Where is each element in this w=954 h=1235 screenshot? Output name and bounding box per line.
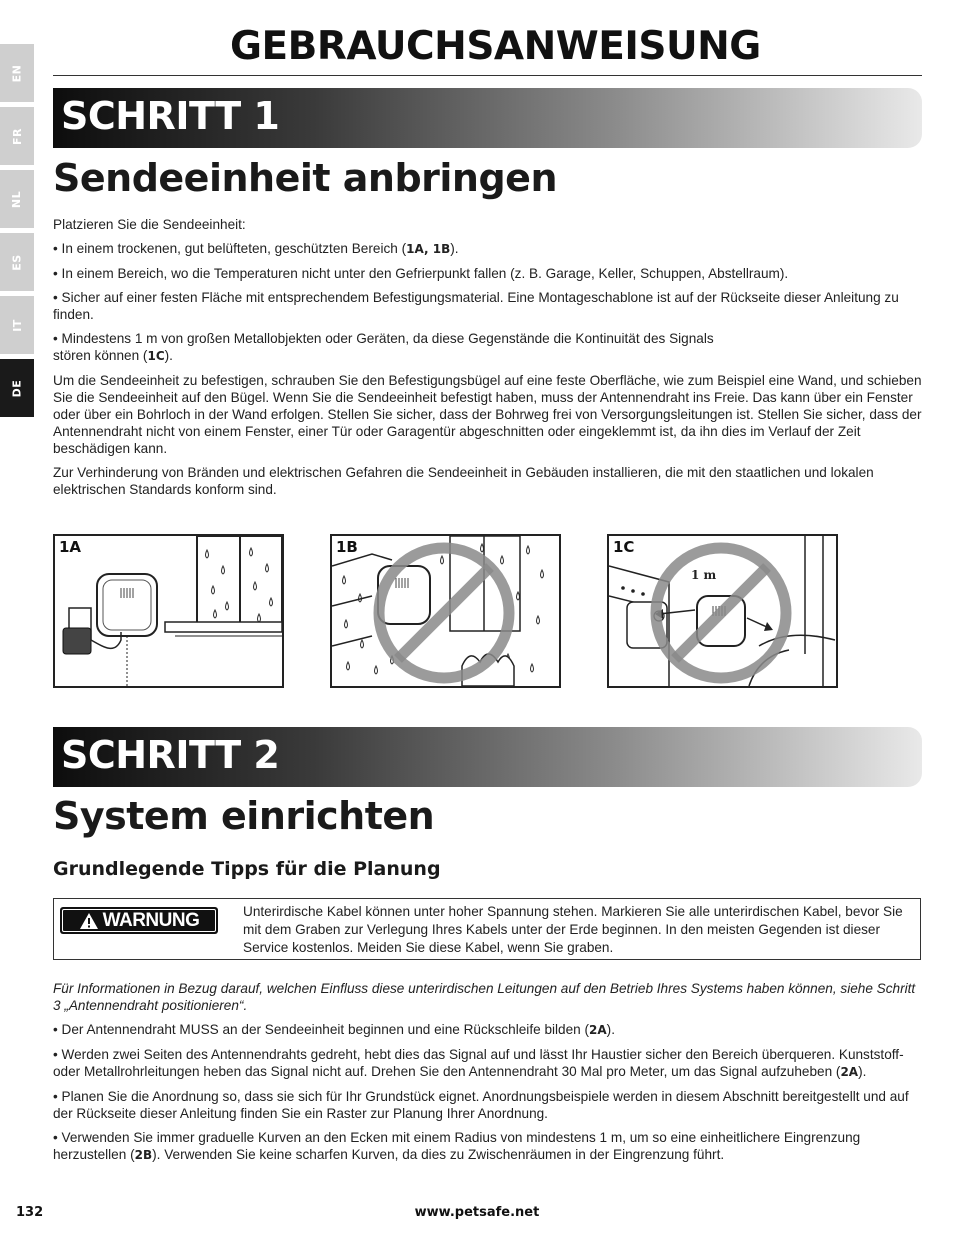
figure-1b-label: 1B [336,538,358,556]
language-tab-fr[interactable]: FR [0,107,34,165]
warning-triangle-icon [79,912,99,930]
step1-bullet-3: • Sicher auf einer festen Fläche mit entsprechendem Befestigungsmaterial. Eine Montageschablone ist auf der Rückseite dieser Anleitung zu finden. [53,290,899,322]
step1-banner-label: SCHRITT 1 [61,94,280,138]
language-tab-it[interactable]: IT [0,296,34,354]
language-tab-en[interactable]: EN [0,44,34,102]
step2-bullet-3: • Planen Sie die Anordnung so, dass sie sich für Ihr Grundstück eignet. Anordnungsbeispiele werden in diesem Abschnitt bereitgestellt und auf der Rückseite dieser Anleitung finden Sie ein Raster zur Planung Ihrer Anordnung. [53,1089,909,1121]
warning-label: WARNUNG [102,909,200,931]
planning-tips-heading: Grundlegende Tipps für die Planung [53,858,441,880]
title-divider [53,75,922,76]
step1-bullet-2: • In einem Bereich, wo die Temperaturen nicht unter den Gefrierpunkt fallen (z. B. Garage, Keller, Schuppen, Abstellraum). [53,266,789,281]
figure-1a-illustration [55,536,282,686]
warning-badge [60,907,218,934]
step1-banner [53,88,922,148]
figure-1a-label: 1A [59,538,82,556]
figure-1a [53,534,284,688]
step1-paragraph-safety: Zur Verhinderung von Bränden und elektrischen Gefahren die Sendeeinheit in Gebäuden installieren, die mit den staatlichen und lokalen elektrischen Standards konform sind. [53,465,874,497]
warning-box [53,898,921,960]
step1-body [53,216,923,505]
step2-title: System einrichten [53,794,435,838]
figure-1c-label: 1C [613,538,635,556]
figure-1c-distance-label: 1 m [691,568,717,582]
step1-bullet-4: • Mindestens 1 m von großen Metallobjekten oder Geräten, da diese Gegenstände die Kontinuität des Signals stören können (1C). [53,331,714,363]
figure-1b [330,534,561,688]
warning-text: Unterirdische Kabel können unter hoher Spannung stehen. Markieren Sie alle unterirdischen Kabel, bevor Sie mit dem Graben zur Verlegung Ihres Kabels unter der Erde beginnen. In den meisten Gegenden ist dieser Service kostenlos. Meiden Sie diese Kabel, wenn Sie graben. [243,904,903,955]
step2-bullet-1: • Der Antennendraht MUSS an der Sendeeinheit beginnen und eine Rückschleife bilden (2A). [53,1022,615,1037]
step2-banner [53,727,922,787]
footer-url[interactable]: www.petsafe.net [414,1205,540,1220]
step2-body [53,980,923,1171]
step1-title: Sendeeinheit anbringen [53,156,558,200]
step2-bullet-2: • Werden zwei Seiten des Antennendrahts gedreht, hebt dies das Signal auf und lässt Ihr Haustier sicher den Bereich überqueren. Kunststoff- oder Metallrohrleitungen heben das Signal nicht auf. Drehen Sie den Antennendraht 30 Mal pro Meter, um das Signal aufzuheben (2A). [53,1047,904,1079]
language-tab-de[interactable]: DE [0,359,34,417]
step2-italic-note: Für Informationen in Bezug darauf, welchen Einfluss diese unterirdischen Leitungen auf den Betrieb Ihres Systems haben können, siehe Schritt 3 „Antennendraht positionieren“. [53,981,916,1013]
step1-intro: Platzieren Sie die Sendeeinheit: [53,217,246,232]
figure-1c-illustration [609,536,836,686]
page-number: 132 [16,1205,44,1220]
figure-1b-illustration [332,536,559,686]
figure-1c [607,534,838,688]
step1-bullet-1: • In einem trockenen, gut belüfteten, geschützten Bereich (1A, 1B). [53,241,459,256]
step2-banner-label: SCHRITT 2 [61,733,280,777]
step1-paragraph-mounting: Um die Sendeeinheit zu befestigen, schrauben Sie den Befestigungsbügel auf eine feste Oberfläche, wie zum Beispiel eine Wand, und schieben Sie die Sendeeinheit auf den Bügel. Wenn Sie die Sendeeinheit befestigt haben, muss der Antennendraht ins Freie. Das kann über ein Fenster oder über ein Bohrloch in der Wand erfolgen. Stellen Sie sicher, dass der Bohrweg frei von Versorgungsleitungen ist. Stellen Sie sicher, dass der Antennendraht nicht von einem Fenster, einer Tür oder Garagentür abgeschnitten oder eingeklemmt ist, da ihn dies im Verlauf der Zeit beschädigen kann. [53,373,922,456]
step2-bullet-4: • Verwenden Sie immer graduelle Kurven an den Ecken mit einem Radius von mindestens 1 m, um so eine einheitlichere Eingrenzung herzustellen (2B). Verwenden Sie keine scharfen Kurven, da dies zu Zwischenräumen in der Eingrenzung führt. [53,1130,861,1162]
page-title: GEBRAUCHSANWEISUNG [230,24,761,69]
language-tab-es[interactable]: ES [0,233,34,291]
language-tab-nl[interactable]: NL [0,170,34,228]
